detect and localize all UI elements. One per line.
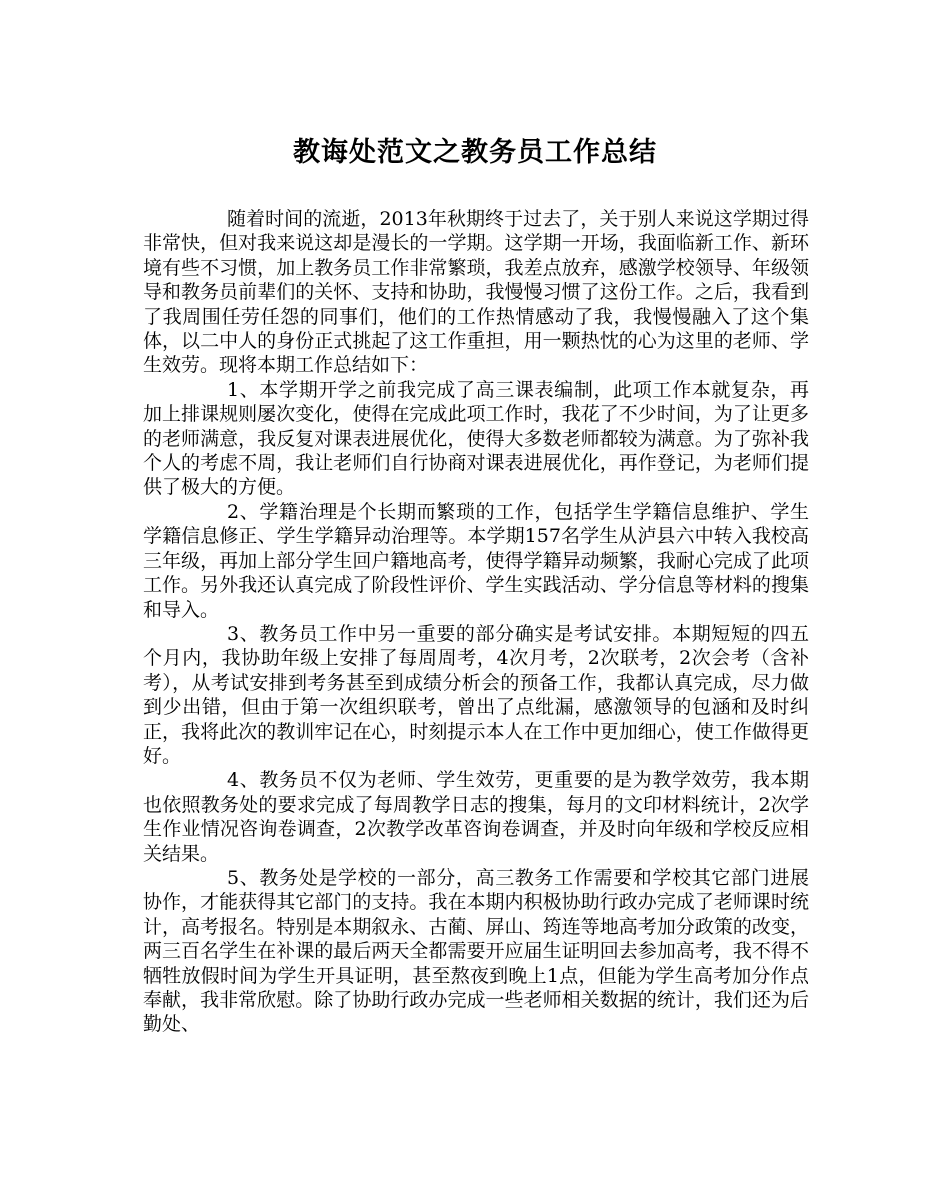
- document-body: [143, 207, 809, 1037]
- document-title: 教诲处范文之教务员工作总结: [293, 137, 657, 168]
- paragraph-intro: 随着时间的流逝，2013年秋期终于过去了，关于别人来说这学期过得非常快，但对我来说这却是漫长的一学期。这学期一开场，我面临新工作、新环境有些不习惯，加上教务员工作非常繁琐，我差点放弃，感激学校领导、年级领导和教务员前辈们的关怀、支持和协助，我慢慢习惯了这份工作。之后，我看到了我周围任劳任怨的同事们，他们的工作热情感动了我，我慢慢融入了这个集体，以二中人的身份正式挑起了这工作重担，用一颗热忱的心为这里的老师、学生效劳。现将本期工作总结如下：: [143, 208, 809, 377]
- paragraph-item-5: 5、教务处是学校的一部分，高三教务工作需要和学校其它部门进展协作，才能获得其它部门的支持。我在本期内积极协助行政办完成了老师课时统计，高考报名。特别是本期叙永、古蔺、屏山、筠连等地高考加分政策的改变，两三百名学生在补课的最后两天全都需要开应届生证明回去参加高考，我不得不牺牲放假时间为学生开具证明，甚至熬夜到晚上1点，但能为学生高考加分作点奉献，我非常欣慰。除了协助行政办完成一些老师相关数据的统计，我们还为后勤处、: [143, 866, 809, 1036]
- paragraph-item-1: 1、本学期开学之前我完成了高三课表编制，此项工作本就复杂，再加上排课规则屡次变化，使得在完成此项工作时，我花了不少时间，为了让更多的老师满意，我反复对课表进展优化，使得大多数老师都较为满意。为了弥补我个人的考虑不周，我让老师们自行协商对课表进展优化，再作登记，为老师们提供了极大的方便。: [143, 378, 809, 499]
- paragraph-item-3: 3、教务员工作中另一重要的部分确实是考试安排。本期短短的四五个月内，我协助年级上安排了每周周考，4次月考，2次联考，2次会考（含补考），从考试安排到考务甚至到成绩分析会的预备工作，我都认真完成，尽力做到少出错，但由于第一次组织联考，曾出了点纰漏，感激领导的包涵和及时纠正，我将此次的教训牢记在心，时刻提示本人在工作中更加细心，使工作做得更好。: [143, 622, 809, 767]
- paragraph-item-2: 2、学籍治理是个长期而繁琐的工作，包括学生学籍信息维护、学生学籍信息修正、学生学籍异动治理等。本学期157名学生从泸县六中转入我校高三年级，再加上部分学生回户籍地高考，使得学籍异动频繁，我耐心完成了此项工作。另外我还认真完成了阶段性评价、学生实践活动、学分信息等材料的搜集和导入。: [143, 500, 809, 621]
- paragraph-item-4: 4、教务员不仅为老师、学生效劳，更重要的是为教学效劳，我本期也依照教务处的要求完成了每周教学日志的搜集，每月的文印材料统计，2次学生作业情况咨询卷调查，2次教学改革咨询卷调查，并及时向年级和学校反应相关结果。: [143, 769, 809, 865]
